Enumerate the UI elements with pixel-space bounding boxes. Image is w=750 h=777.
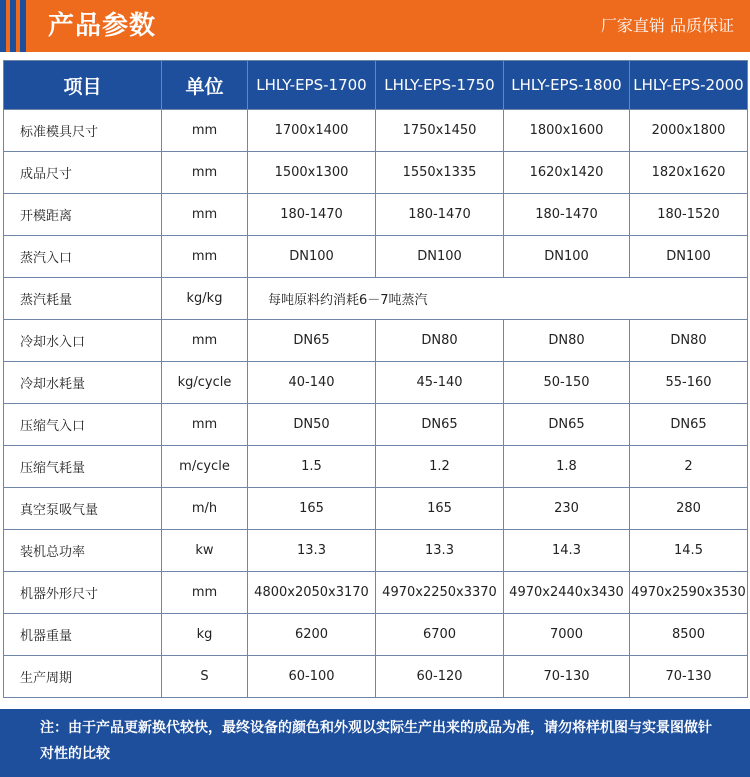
row-value-cell: 7000 <box>504 614 630 656</box>
page-title: 产品参数 <box>48 11 157 41</box>
row-parameter-name: 冷却水耗量 <box>4 362 162 404</box>
row-parameter-name: 成品尺寸 <box>4 152 162 194</box>
row-value-cell: 2 <box>630 446 748 488</box>
table-row <box>4 614 748 656</box>
row-value-cell: 4970x2590x3530 <box>630 572 748 614</box>
row-value-cell: 14.3 <box>504 530 630 572</box>
row-value-cell: DN80 <box>630 320 748 362</box>
table-row <box>4 278 748 320</box>
row-parameter-name: 蒸汽入口 <box>4 236 162 278</box>
row-value-cell: 180-1520 <box>630 194 748 236</box>
row-parameter-name: 真空泵吸气量 <box>4 488 162 530</box>
header-slogan: 厂家直销 品质保证 <box>600 16 734 35</box>
row-value-cell: 1500x1300 <box>248 152 376 194</box>
row-value-cell: 6700 <box>376 614 504 656</box>
row-value-cell: 6200 <box>248 614 376 656</box>
row-value-cell: 60-100 <box>248 656 376 698</box>
row-unit: mm <box>162 572 248 614</box>
table-header-row <box>4 61 748 110</box>
row-unit: kw <box>162 530 248 572</box>
product-parameters-table <box>3 60 748 698</box>
row-unit: mm <box>162 320 248 362</box>
row-value-cell: DN100 <box>376 236 504 278</box>
column-header-unit: 单位 <box>162 61 248 110</box>
row-parameter-name: 蒸汽耗量 <box>4 278 162 320</box>
row-value-cell: DN100 <box>248 236 376 278</box>
row-value-cell: 180-1470 <box>504 194 630 236</box>
row-value-cell: DN80 <box>376 320 504 362</box>
row-value-cell: 230 <box>504 488 630 530</box>
row-value-cell: 1820x1620 <box>630 152 748 194</box>
row-value-cell: 165 <box>376 488 504 530</box>
row-value-cell: 13.3 <box>376 530 504 572</box>
row-value-cell: 4970x2440x3430 <box>504 572 630 614</box>
row-value-cell: 4800x2050x3170 <box>248 572 376 614</box>
row-value-cell: DN80 <box>504 320 630 362</box>
row-parameter-name: 生产周期 <box>4 656 162 698</box>
row-unit: mm <box>162 110 248 152</box>
column-header-model: LHLY-EPS-1800 <box>504 61 630 110</box>
row-value-cell: 1700x1400 <box>248 110 376 152</box>
row-value-cell: DN65 <box>630 404 748 446</box>
row-unit: mm <box>162 152 248 194</box>
row-merged-value: 每吨原料约消耗6－7吨蒸汽 <box>248 278 748 320</box>
table-row <box>4 572 748 614</box>
row-value-cell: 70-130 <box>630 656 748 698</box>
row-parameter-name: 装机总功率 <box>4 530 162 572</box>
table-body <box>4 110 748 698</box>
row-value-cell: DN65 <box>248 320 376 362</box>
row-value-cell: 40-140 <box>248 362 376 404</box>
footer-banner <box>0 709 750 777</box>
row-parameter-name: 机器外形尺寸 <box>4 572 162 614</box>
table-row <box>4 404 748 446</box>
row-value-cell: DN65 <box>504 404 630 446</box>
row-value-cell: 2000x1800 <box>630 110 748 152</box>
footer-note: 注：由于产品更新换代较快，最终设备的颜色和外观以实际生产出来的成品为准，请勿将样机图与实景图做针对性的比较 <box>40 720 712 762</box>
row-value-cell: 1.2 <box>376 446 504 488</box>
row-value-cell: 70-130 <box>504 656 630 698</box>
row-parameter-name: 冷却水入口 <box>4 320 162 362</box>
row-value-cell: 1.5 <box>248 446 376 488</box>
row-parameter-name: 压缩气耗量 <box>4 446 162 488</box>
row-value-cell: 55-160 <box>630 362 748 404</box>
row-value-cell: DN65 <box>376 404 504 446</box>
row-value-cell: 1550x1335 <box>376 152 504 194</box>
row-value-cell: 1800x1600 <box>504 110 630 152</box>
row-unit: kg/cycle <box>162 362 248 404</box>
row-value-cell: 50-150 <box>504 362 630 404</box>
row-parameter-name: 标准模具尺寸 <box>4 110 162 152</box>
column-header-model: LHLY-EPS-1750 <box>376 61 504 110</box>
row-value-cell: 13.3 <box>248 530 376 572</box>
row-unit: S <box>162 656 248 698</box>
column-header-model: LHLY-EPS-2000 <box>630 61 748 110</box>
row-value-cell: 1750x1450 <box>376 110 504 152</box>
row-unit: mm <box>162 404 248 446</box>
row-value-cell: DN100 <box>630 236 748 278</box>
table-row <box>4 320 748 362</box>
row-value-cell: 165 <box>248 488 376 530</box>
table-row <box>4 152 748 194</box>
row-value-cell: 14.5 <box>630 530 748 572</box>
row-unit: mm <box>162 236 248 278</box>
row-unit: m/cycle <box>162 446 248 488</box>
row-unit: kg/kg <box>162 278 248 320</box>
row-parameter-name: 压缩气入口 <box>4 404 162 446</box>
row-unit: m/h <box>162 488 248 530</box>
page-header <box>0 0 750 52</box>
row-value-cell: DN100 <box>504 236 630 278</box>
table-row <box>4 194 748 236</box>
row-value-cell: 4970x2250x3370 <box>376 572 504 614</box>
column-header-model: LHLY-EPS-1700 <box>248 61 376 110</box>
row-value-cell: DN50 <box>248 404 376 446</box>
row-value-cell: 180-1470 <box>376 194 504 236</box>
row-value-cell: 1620x1420 <box>504 152 630 194</box>
row-value-cell: 280 <box>630 488 748 530</box>
row-value-cell: 180-1470 <box>248 194 376 236</box>
row-parameter-name: 开模距离 <box>4 194 162 236</box>
column-header-item: 项目 <box>4 61 162 110</box>
table-row <box>4 446 748 488</box>
row-value-cell: 8500 <box>630 614 748 656</box>
table-row <box>4 488 748 530</box>
row-parameter-name: 机器重量 <box>4 614 162 656</box>
table-row <box>4 236 748 278</box>
row-unit: kg <box>162 614 248 656</box>
header-stripes-decoration <box>0 0 34 52</box>
row-value-cell: 60-120 <box>376 656 504 698</box>
table-row <box>4 362 748 404</box>
table-row <box>4 530 748 572</box>
row-value-cell: 45-140 <box>376 362 504 404</box>
table-row <box>4 656 748 698</box>
row-unit: mm <box>162 194 248 236</box>
table-row <box>4 110 748 152</box>
row-value-cell: 1.8 <box>504 446 630 488</box>
